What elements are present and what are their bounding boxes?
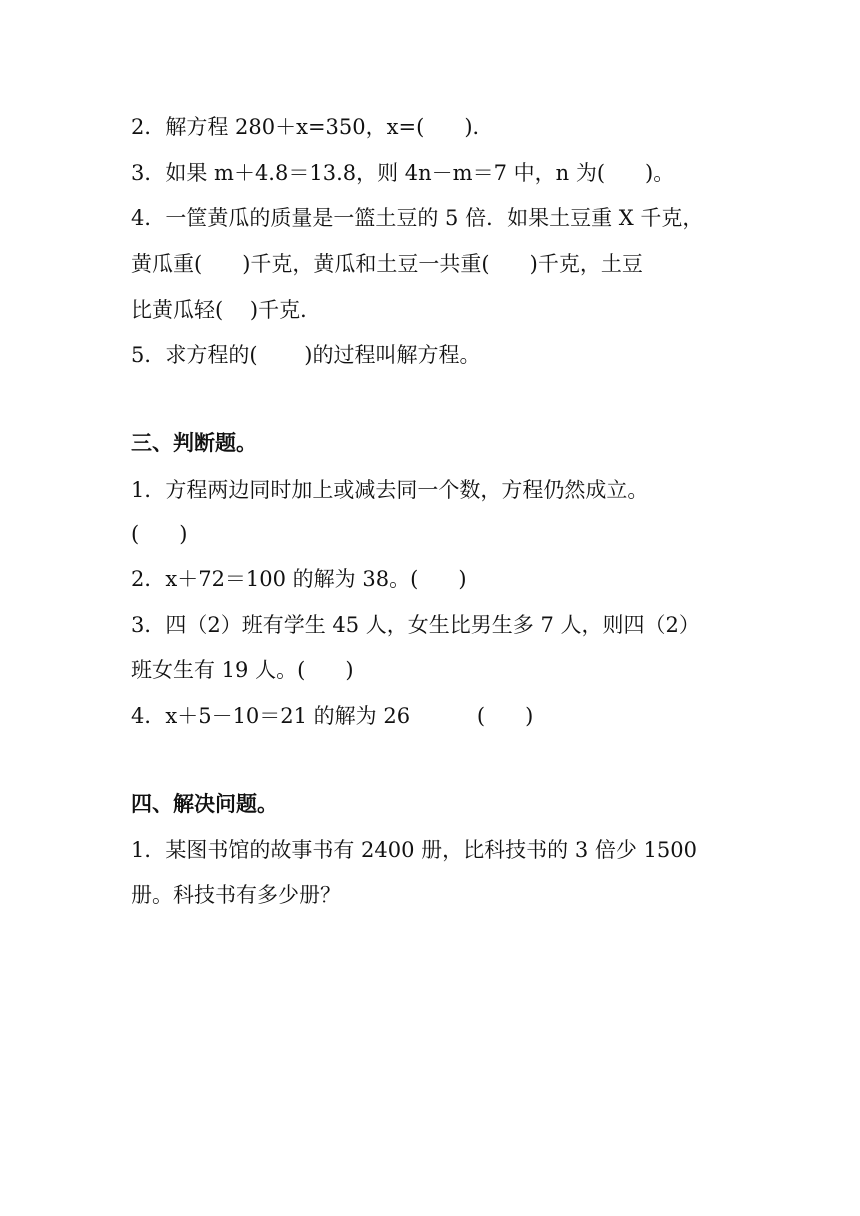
word-problem-q1-line2: 册。科技书有多少册？ [131, 883, 341, 907]
fill-blank-q4-line1: 4．一筐黄瓜的质量是一篮土豆的 5 倍．如果土豆重 X 千克， [131, 206, 704, 230]
true-false-q1-line2: ( ) [131, 522, 188, 546]
true-false-q2: 2．x＋72＝100 的解为 38。( ) [131, 567, 467, 591]
word-problem-q1-line1: 1．某图书馆的故事书有 2400 册，比科技书的 3 倍少 1500 [131, 838, 697, 862]
fill-blank-q2: 2．解方程 280＋x=350，x=( )． [131, 115, 494, 139]
fill-blank-q4-line2: 黄瓜重( )千克，黄瓜和土豆一共重( )千克，土豆 [131, 252, 643, 276]
word-problems-heading: 四、解决问题。 [131, 791, 278, 816]
true-false-q3-line2: 班女生有 19 人。( ) [131, 658, 354, 682]
fill-blank-q3: 3．如果 m＋4.8＝13.8，则 4n－m＝7 中，n 为( )。 [131, 161, 675, 185]
fill-blank-q4-line3: 比黄瓜轻( )千克． [131, 298, 322, 322]
true-false-q4: 4．x＋5－10＝21 的解为 26 ( ) [131, 704, 534, 728]
true-false-q3-line1: 3．四（2）班有学生 45 人，女生比男生多 7 人，则四（2） [131, 613, 700, 637]
true-false-heading: 三、判断题。 [131, 430, 257, 455]
true-false-q1-line1: 1．方程两边同时加上或减去同一个数，方程仍然成立。 [131, 478, 649, 502]
fill-blank-q5: 5．求方程的( )的过程叫解方程。 [131, 343, 481, 367]
